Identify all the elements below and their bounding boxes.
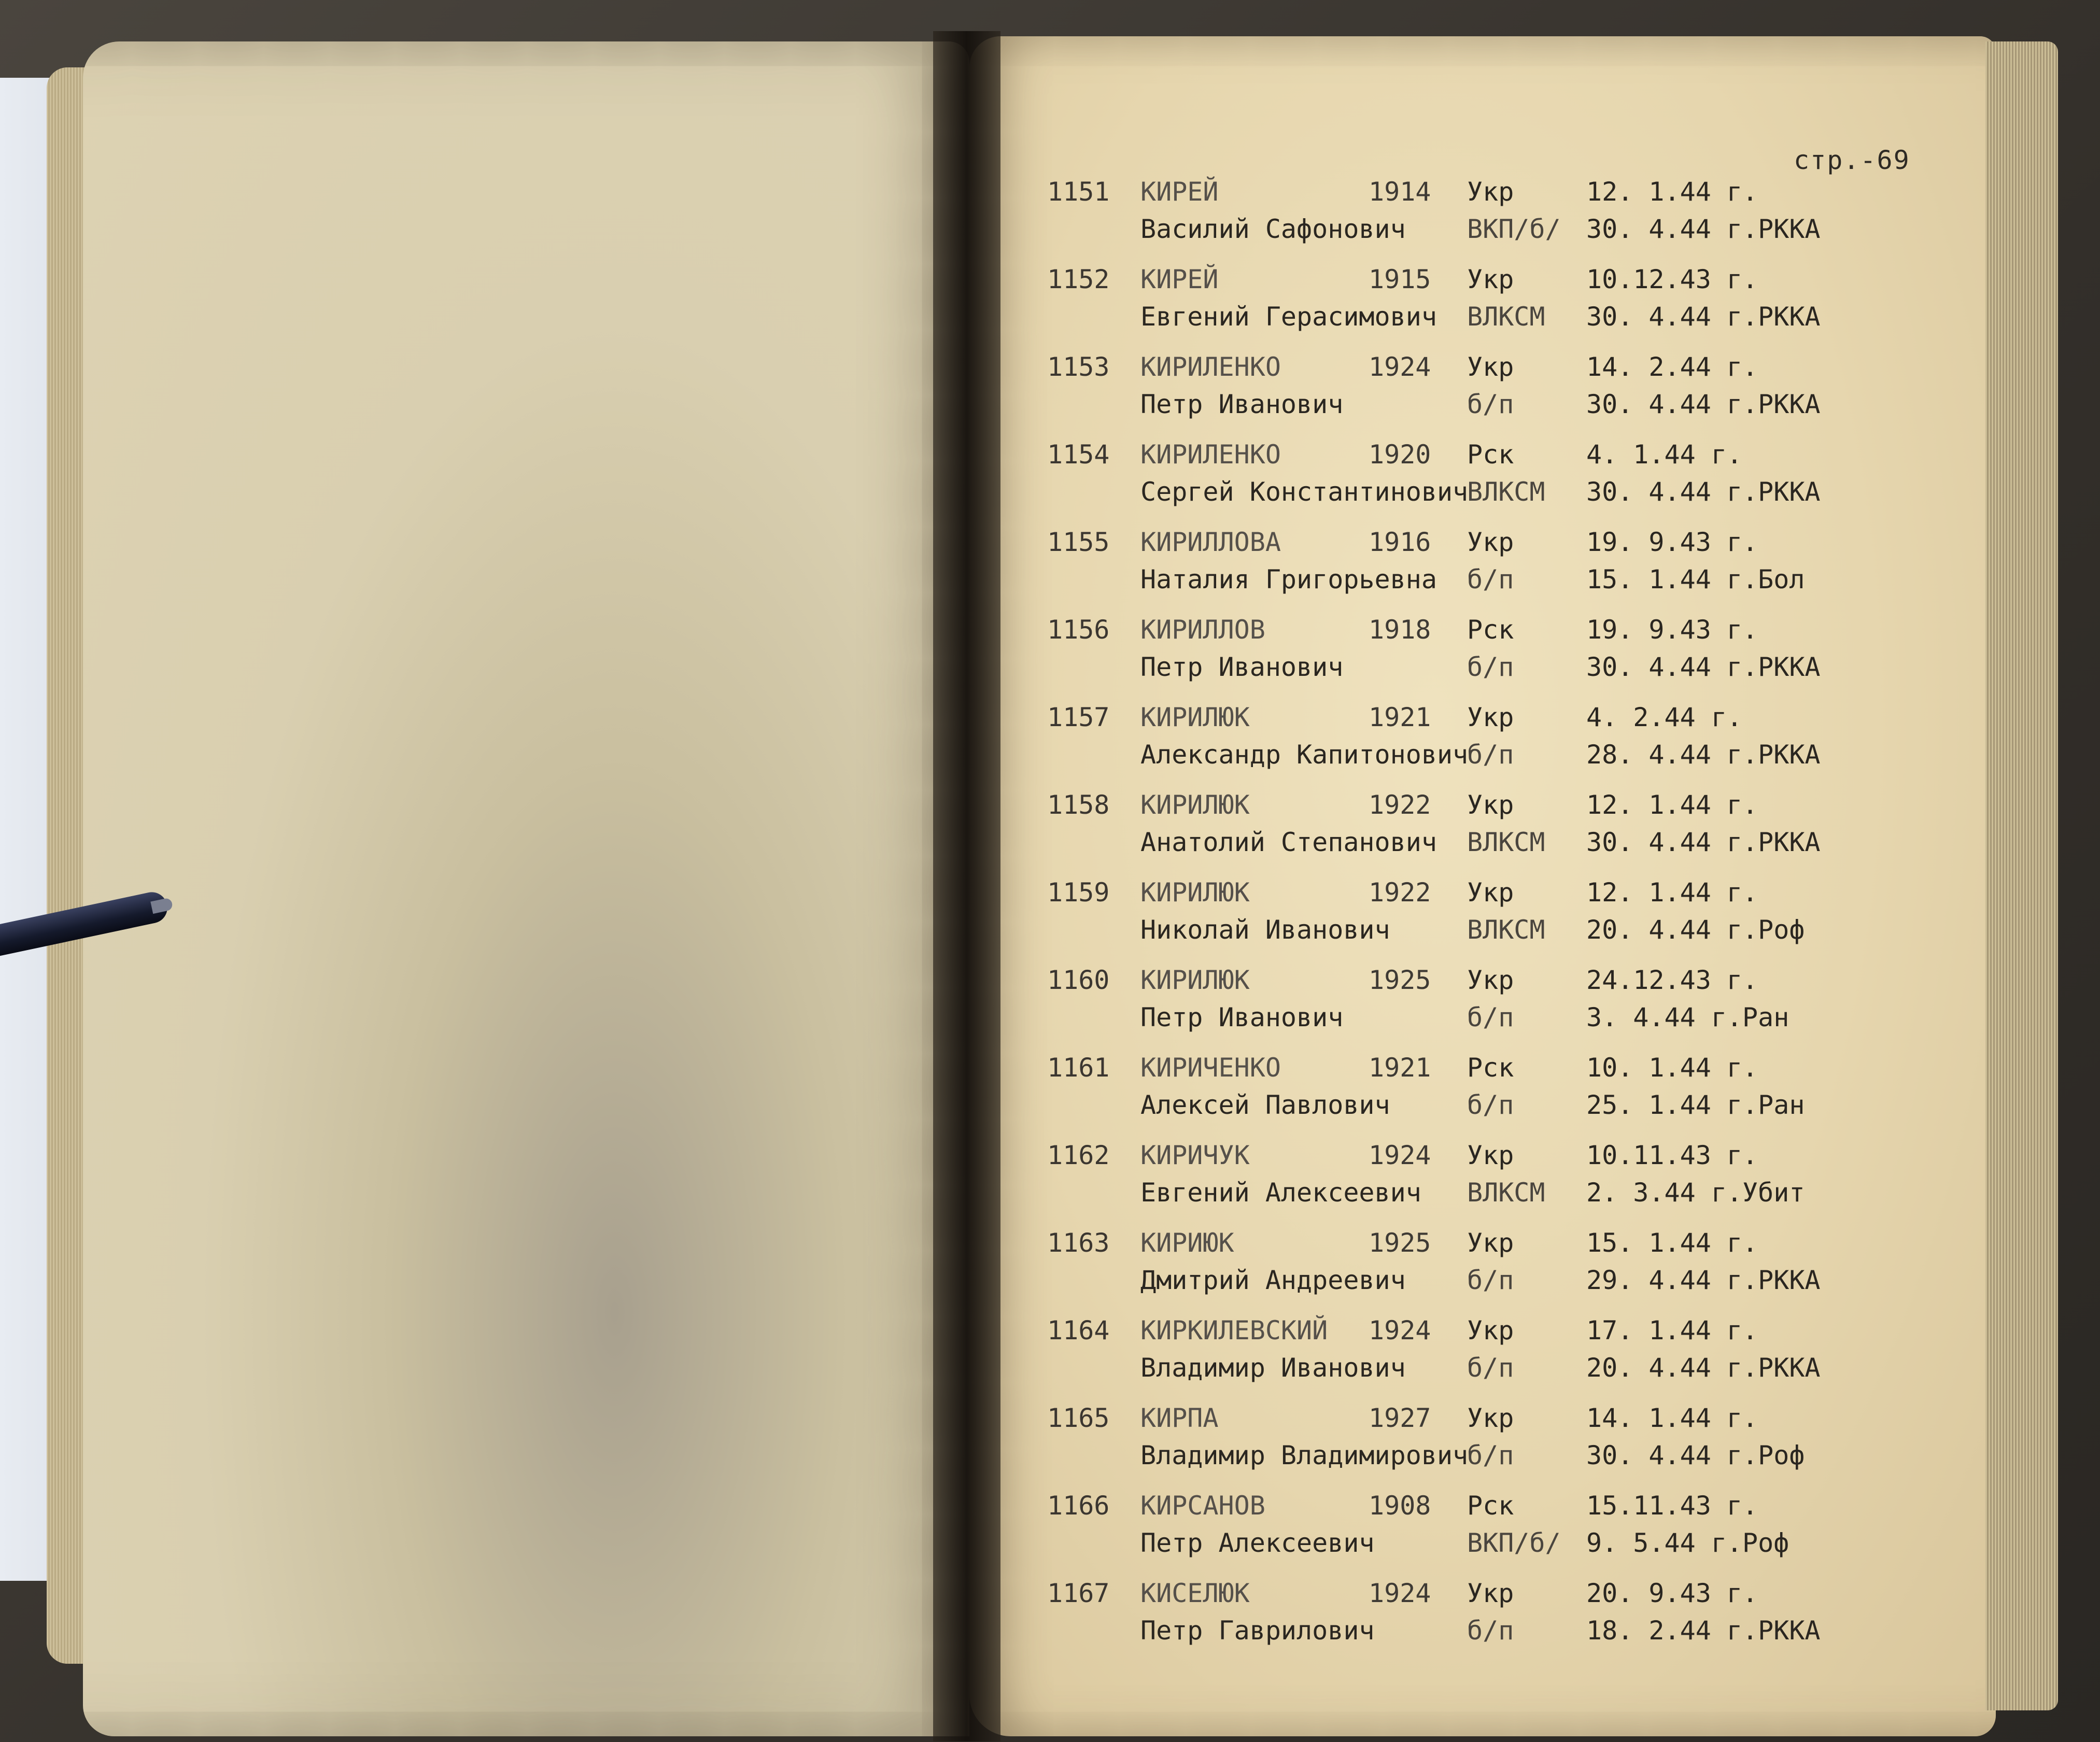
- record-number: 1157: [1047, 702, 1110, 732]
- record-surname: КИРИЛЛОВА: [1140, 527, 1281, 557]
- list-item: [1047, 702, 1825, 789]
- record-given-name: Петр Иванович: [1140, 389, 1344, 419]
- record-date-from: 19. 9.43 г.: [1586, 527, 1758, 557]
- record-surname: КИРКИЛЕВСКИЙ: [1140, 1315, 1328, 1346]
- record-date-to: 20. 4.44 г.РККА: [1586, 1353, 1821, 1383]
- record-party: ВКП/б/: [1467, 214, 1561, 244]
- list-item: [1047, 439, 1825, 527]
- list-item: [1047, 1403, 1825, 1490]
- record-nationality: Рск: [1467, 440, 1514, 470]
- record-date-to: 9. 5.44 г.Роф: [1586, 1528, 1789, 1558]
- record-given-name: Василий Сафонович: [1140, 214, 1406, 244]
- record-number: 1156: [1047, 615, 1110, 645]
- record-surname: КИРИЛЮК: [1140, 790, 1250, 820]
- right-page-stack: [1985, 41, 2058, 1710]
- record-given-name: Анатолий Степанович: [1140, 827, 1437, 857]
- record-party: б/п: [1467, 1616, 1514, 1646]
- record-date-to: 15. 1.44 г.Бол: [1586, 564, 1805, 594]
- record-number: 1153: [1047, 352, 1110, 382]
- record-birth-year: 1925: [1369, 965, 1431, 995]
- record-date-to: 28. 4.44 г.РККА: [1586, 740, 1821, 770]
- record-birth-year: 1914: [1369, 177, 1431, 207]
- record-birth-year: 1924: [1369, 1315, 1431, 1346]
- record-number: 1158: [1047, 790, 1110, 820]
- record-number: 1155: [1047, 527, 1110, 557]
- record-nationality: Укр: [1467, 790, 1514, 820]
- record-nationality: Укр: [1467, 527, 1514, 557]
- record-surname: КИРИЛЕНКО: [1140, 440, 1281, 470]
- list-item: [1047, 1227, 1825, 1315]
- record-date-from: 10.11.43 г.: [1586, 1140, 1758, 1170]
- record-number: 1159: [1047, 877, 1110, 908]
- record-surname: КИРИЛЮК: [1140, 965, 1250, 995]
- record-birth-year: 1922: [1369, 877, 1431, 908]
- page-number: стр.-69: [1794, 145, 1910, 175]
- list-item: [1047, 1578, 1825, 1665]
- record-date-from: 19. 9.43 г.: [1586, 615, 1758, 645]
- record-number: 1161: [1047, 1053, 1110, 1083]
- record-surname: КИРИЛЮК: [1140, 702, 1250, 732]
- record-number: 1166: [1047, 1491, 1110, 1521]
- list-item: [1047, 614, 1825, 702]
- record-surname: КИРСАНОВ: [1140, 1491, 1265, 1521]
- record-party: б/п: [1467, 652, 1514, 682]
- list-item: [1047, 1490, 1825, 1578]
- record-date-to: 30. 4.44 г.РККА: [1586, 389, 1821, 419]
- record-surname: КИРПА: [1140, 1403, 1219, 1433]
- record-number: 1151: [1047, 177, 1110, 207]
- record-date-from: 10.12.43 г.: [1586, 264, 1758, 294]
- record-nationality: Укр: [1467, 1315, 1514, 1346]
- record-date-to: 25. 1.44 г.Ран: [1586, 1090, 1805, 1120]
- record-date-from: 15. 1.44 г.: [1586, 1228, 1758, 1258]
- record-date-from: 10. 1.44 г.: [1586, 1053, 1758, 1083]
- record-date-from: 24.12.43 г.: [1586, 965, 1758, 995]
- book-gutter: [933, 31, 1000, 1741]
- record-birth-year: 1924: [1369, 352, 1431, 382]
- record-nationality: Укр: [1467, 352, 1514, 382]
- record-nationality: Укр: [1467, 1403, 1514, 1433]
- record-given-name: Алексей Павлович: [1140, 1090, 1390, 1120]
- record-party: ВЛКСМ: [1467, 827, 1545, 857]
- record-birth-year: 1908: [1369, 1491, 1431, 1521]
- record-given-name: Наталия Григорьевна: [1140, 564, 1437, 594]
- record-given-name: Дмитрий Андреевич: [1140, 1265, 1406, 1295]
- record-surname: КИСЕЛЮК: [1140, 1578, 1250, 1608]
- record-number: 1163: [1047, 1228, 1110, 1258]
- record-surname: КИРЕЙ: [1140, 264, 1219, 294]
- record-party: ВЛКСМ: [1467, 302, 1545, 332]
- record-birth-year: 1920: [1369, 440, 1431, 470]
- list-item: [1047, 351, 1825, 439]
- left-page-blank: [83, 41, 969, 1736]
- record-birth-year: 1925: [1369, 1228, 1431, 1258]
- record-date-from: 12. 1.44 г.: [1586, 177, 1758, 207]
- record-number: 1165: [1047, 1403, 1110, 1433]
- record-party: б/п: [1467, 389, 1514, 419]
- record-date-to: 3. 4.44 г.Ран: [1586, 1002, 1789, 1032]
- record-given-name: Петр Иванович: [1140, 652, 1344, 682]
- record-given-name: Петр Иванович: [1140, 1002, 1344, 1032]
- record-birth-year: 1922: [1369, 790, 1431, 820]
- record-nationality: Укр: [1467, 177, 1514, 207]
- record-date-to: 30. 4.44 г.РККА: [1586, 214, 1821, 244]
- record-surname: КИРИЛЕНКО: [1140, 352, 1281, 382]
- record-date-from: 12. 1.44 г.: [1586, 790, 1758, 820]
- list-item: [1047, 965, 1825, 1052]
- record-birth-year: 1921: [1369, 1053, 1431, 1083]
- record-party: б/п: [1467, 740, 1514, 770]
- record-surname: КИРИЧЕНКО: [1140, 1053, 1281, 1083]
- record-given-name: Владимир Иванович: [1140, 1353, 1406, 1383]
- list-item: [1047, 1140, 1825, 1227]
- record-party: б/п: [1467, 1002, 1514, 1032]
- record-number: 1164: [1047, 1315, 1110, 1346]
- record-birth-year: 1927: [1369, 1403, 1431, 1433]
- record-nationality: Укр: [1467, 264, 1514, 294]
- record-surname: КИРИЮК: [1140, 1228, 1234, 1258]
- list-item: [1047, 264, 1825, 351]
- record-date-to: 30. 4.44 г.РККА: [1586, 827, 1821, 857]
- record-party: б/п: [1467, 1090, 1514, 1120]
- record-number: 1152: [1047, 264, 1110, 294]
- record-date-to: 30. 4.44 г.РККА: [1586, 302, 1821, 332]
- record-date-to: 30. 4.44 г.РККА: [1586, 652, 1821, 682]
- list-item: [1047, 1052, 1825, 1140]
- record-given-name: Владимир Владимирович: [1140, 1440, 1469, 1470]
- record-party: б/п: [1467, 1440, 1514, 1470]
- record-birth-year: 1915: [1369, 264, 1431, 294]
- record-date-from: 20. 9.43 г.: [1586, 1578, 1758, 1608]
- record-party: ВКП/б/: [1467, 1528, 1561, 1558]
- record-date-from: 14. 2.44 г.: [1586, 352, 1758, 382]
- record-nationality: Укр: [1467, 1228, 1514, 1258]
- list-item: [1047, 527, 1825, 614]
- record-date-to: 20. 4.44 г.Роф: [1586, 915, 1805, 945]
- record-surname: КИРИЛЮК: [1140, 877, 1250, 908]
- record-party: б/п: [1467, 1265, 1514, 1295]
- record-date-from: 4. 1.44 г.: [1586, 440, 1743, 470]
- record-date-to: 29. 4.44 г.РККА: [1586, 1265, 1821, 1295]
- record-nationality: Укр: [1467, 702, 1514, 732]
- record-party: б/п: [1467, 564, 1514, 594]
- record-nationality: Укр: [1467, 965, 1514, 995]
- record-party: ВЛКСМ: [1467, 915, 1545, 945]
- record-given-name: Николай Иванович: [1140, 915, 1390, 945]
- record-date-to: 30. 4.44 г.РККА: [1586, 477, 1821, 507]
- list-item: [1047, 789, 1825, 877]
- record-number: 1160: [1047, 965, 1110, 995]
- record-number: 1154: [1047, 440, 1110, 470]
- record-birth-year: 1916: [1369, 527, 1431, 557]
- record-surname: КИРИЛЛОВ: [1140, 615, 1265, 645]
- record-date-from: 17. 1.44 г.: [1586, 1315, 1758, 1346]
- record-party: ВЛКСМ: [1467, 477, 1545, 507]
- record-given-name: Петр Алексеевич: [1140, 1528, 1375, 1558]
- record-date-to: 18. 2.44 г.РККА: [1586, 1616, 1821, 1646]
- record-given-name: Евгений Алексеевич: [1140, 1178, 1421, 1208]
- record-surname: КИРИЧУК: [1140, 1140, 1250, 1170]
- record-date-to: 30. 4.44 г.Роф: [1586, 1440, 1805, 1470]
- record-nationality: Укр: [1467, 877, 1514, 908]
- record-birth-year: 1918: [1369, 615, 1431, 645]
- record-nationality: Рск: [1467, 615, 1514, 645]
- record-surname: КИРЕЙ: [1140, 177, 1219, 207]
- record-birth-year: 1924: [1369, 1578, 1431, 1608]
- record-party: ВЛКСМ: [1467, 1178, 1545, 1208]
- record-birth-year: 1921: [1369, 702, 1431, 732]
- record-party: б/п: [1467, 1353, 1514, 1383]
- list-item: [1047, 1315, 1825, 1403]
- record-list: [1047, 176, 1825, 1665]
- record-given-name: Петр Гаврилович: [1140, 1616, 1375, 1646]
- record-date-to: 2. 3.44 г.Убит: [1586, 1178, 1805, 1208]
- record-number: 1167: [1047, 1578, 1110, 1608]
- list-item: [1047, 176, 1825, 264]
- record-number: 1162: [1047, 1140, 1110, 1170]
- record-date-from: 15.11.43 г.: [1586, 1491, 1758, 1521]
- record-given-name: Сергей Константинович: [1140, 477, 1469, 507]
- record-given-name: Александр Капитонович: [1140, 740, 1469, 770]
- record-given-name: Евгений Герасимович: [1140, 302, 1437, 332]
- list-item: [1047, 877, 1825, 965]
- record-nationality: Рск: [1467, 1491, 1514, 1521]
- record-date-from: 14. 1.44 г.: [1586, 1403, 1758, 1433]
- record-date-from: 12. 1.44 г.: [1586, 877, 1758, 908]
- record-nationality: Укр: [1467, 1578, 1514, 1608]
- record-nationality: Рск: [1467, 1053, 1514, 1083]
- record-date-from: 4. 2.44 г.: [1586, 702, 1743, 732]
- record-birth-year: 1924: [1369, 1140, 1431, 1170]
- record-nationality: Укр: [1467, 1140, 1514, 1170]
